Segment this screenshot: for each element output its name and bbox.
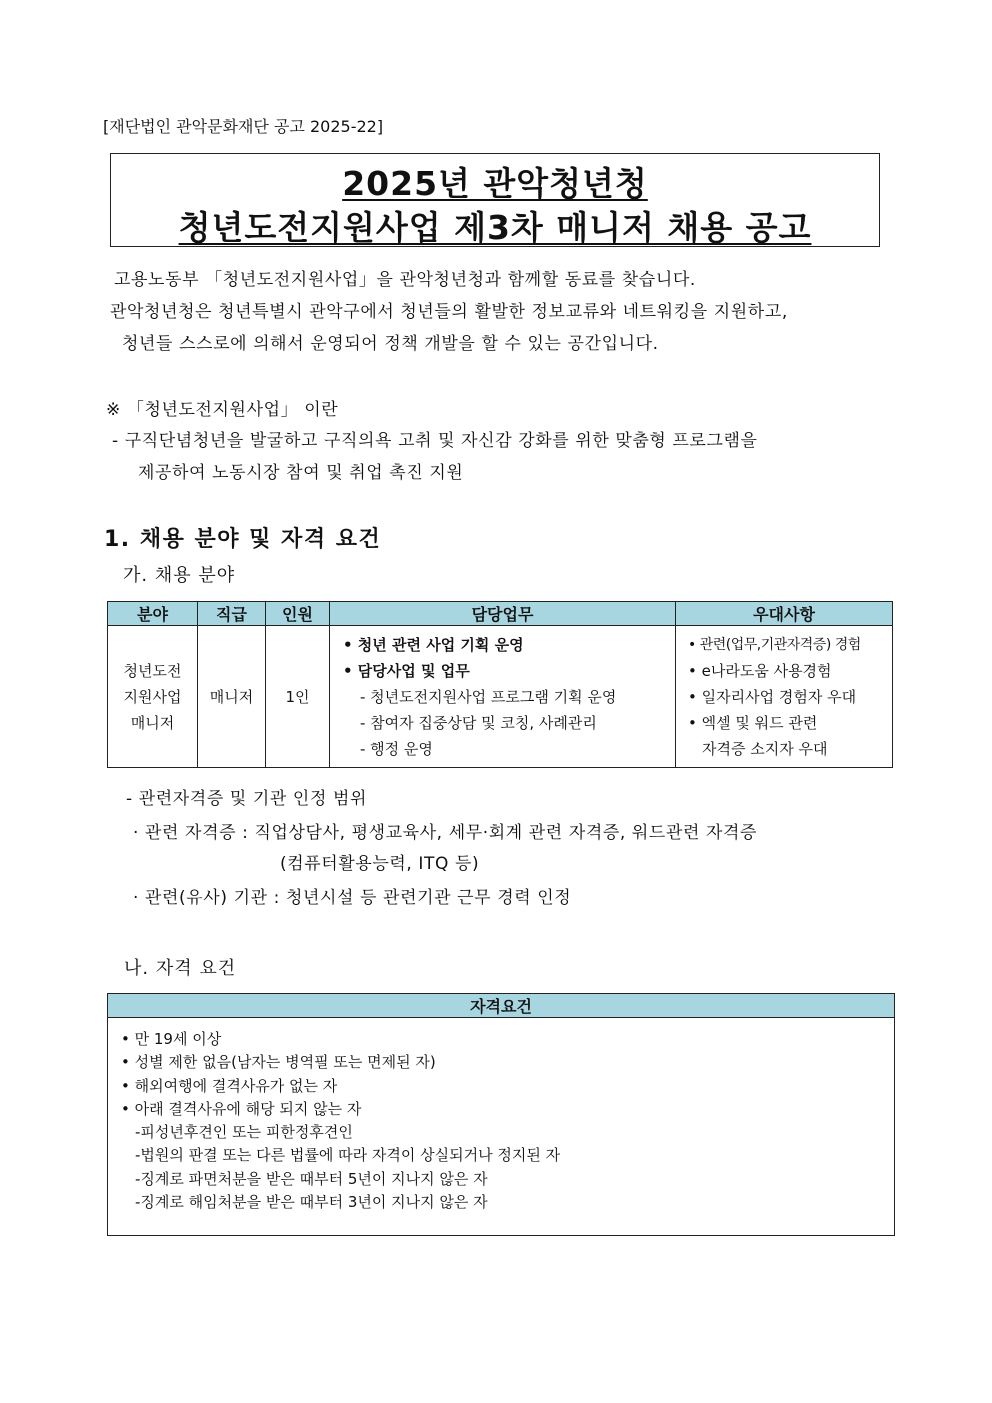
qualification-subitem: -징계로 해임처분을 받은 때부터 3년이 지나지 않은 자 bbox=[135, 1193, 488, 1212]
header-field: 분야 bbox=[108, 602, 198, 626]
cert-line-1: · 관련 자격증 : 직업상담사, 평생교육사, 세무·회계 관련 자격증, 워드관련 자격증 bbox=[133, 823, 758, 843]
qualification-subitem: -법원의 판결 또는 다른 법률에 따라 자격이 상실되거나 정지된 자 bbox=[135, 1146, 561, 1165]
header-preferences: 우대사항 bbox=[676, 602, 893, 626]
recruitment-table-header bbox=[108, 602, 893, 626]
sub-heading-a: 가. 채용 분야 bbox=[123, 565, 236, 586]
duty-item: • 담당사업 및 업무 bbox=[343, 661, 470, 680]
header-count: 인원 bbox=[266, 602, 330, 626]
cert-scope-heading: - 관련자격증 및 기관 인정 범위 bbox=[126, 789, 368, 809]
cell-preferences bbox=[676, 626, 893, 768]
preference-item: • 엑셀 및 워드 관련 bbox=[688, 713, 818, 732]
duty-subitem: - 행정 운영 bbox=[360, 739, 433, 758]
header-duties: 담당업무 bbox=[330, 602, 676, 626]
title-line-2: 청년도전지원사업 제3차 매니저 채용 공고 bbox=[178, 208, 812, 247]
field-line: 청년도전 bbox=[123, 661, 182, 680]
preference-item: • 관련(업무,기관자격증) 경험 bbox=[688, 636, 861, 653]
intro-line-3: 청년들 스스로에 의해서 운영되어 정책 개발을 할 수 있는 공간입니다. bbox=[122, 334, 659, 354]
table-row bbox=[108, 1018, 895, 1236]
qualification-item: • 해외여행에 결격사유가 없는 자 bbox=[121, 1076, 338, 1095]
program-note-line-1: - 구직단념청년을 발굴하고 구직의욕 고취 및 자신감 강화를 위한 맞춤형 프로그램을 bbox=[112, 431, 758, 451]
cell-duties bbox=[330, 626, 676, 768]
cell-field bbox=[108, 626, 198, 768]
cell-rank: 매니저 bbox=[198, 626, 266, 768]
intro-line-2: 관악청년청은 청년특별시 관악구에서 청년들의 활발한 정보교류와 네트워킹을 지원하고, bbox=[110, 302, 788, 322]
notice-number: [재단법인 관악문화재단 공고 2025-22] bbox=[103, 117, 384, 136]
qualification-header: 자격요건 bbox=[108, 994, 895, 1018]
preference-item: • e나라도움 사용경험 bbox=[688, 661, 832, 680]
preference-item: • 일자리사업 경험자 우대 bbox=[688, 687, 857, 706]
program-note-heading: ※ 「청년도전지원사업」 이란 bbox=[106, 400, 339, 420]
qualification-subitem: -징계로 파면처분을 받은 때부터 5년이 지나지 않은 자 bbox=[135, 1169, 488, 1188]
intro-line-1: 고용노동부 「청년도전지원사업」을 관악청년청과 함께할 동료를 찾습니다. bbox=[114, 270, 696, 290]
header-rank: 직급 bbox=[198, 602, 266, 626]
title-line-1: 2025년 관악청년청 bbox=[342, 164, 648, 203]
qualification-item: • 만 19세 이상 bbox=[121, 1030, 222, 1048]
duty-subitem: - 참여자 집중상담 및 코칭, 사례관리 bbox=[360, 713, 597, 732]
sub-heading-b: 나. 자격 요건 bbox=[124, 958, 237, 979]
org-line: · 관련(유사) 기관 : 청년시설 등 관련기관 근무 경력 인정 bbox=[133, 888, 572, 908]
qualification-table bbox=[107, 993, 895, 1236]
section-1-title: 1. 채용 분야 및 자격 요건 bbox=[104, 527, 382, 552]
table-row bbox=[108, 626, 893, 768]
title-box bbox=[110, 153, 880, 247]
qualification-subitem: -피성년후견인 또는 피한정후견인 bbox=[135, 1123, 353, 1142]
duty-subitem: - 청년도전지원사업 프로그램 기획 운영 bbox=[360, 687, 617, 706]
qualification-item: • 성별 제한 없음(남자는 병역필 또는 면제된 자) bbox=[121, 1053, 436, 1072]
field-line: 매니저 bbox=[130, 713, 175, 732]
qualification-cell bbox=[108, 1018, 895, 1236]
qualification-table-header bbox=[108, 994, 895, 1018]
recruitment-table bbox=[107, 601, 893, 768]
duty-item: • 청년 관련 사업 기획 운영 bbox=[343, 635, 524, 654]
field-line: 지원사업 bbox=[123, 687, 182, 706]
program-note-line-2: 제공하여 노동시장 참여 및 취업 촉진 지원 bbox=[138, 463, 464, 483]
qualification-item: • 아래 결격사유에 해당 되지 않는 자 bbox=[121, 1099, 362, 1118]
preference-item: 자격증 소지자 우대 bbox=[702, 739, 828, 758]
cert-line-2: (컴퓨터활용능력, ITQ 등) bbox=[280, 854, 480, 874]
cell-count: 1인 bbox=[266, 626, 330, 768]
